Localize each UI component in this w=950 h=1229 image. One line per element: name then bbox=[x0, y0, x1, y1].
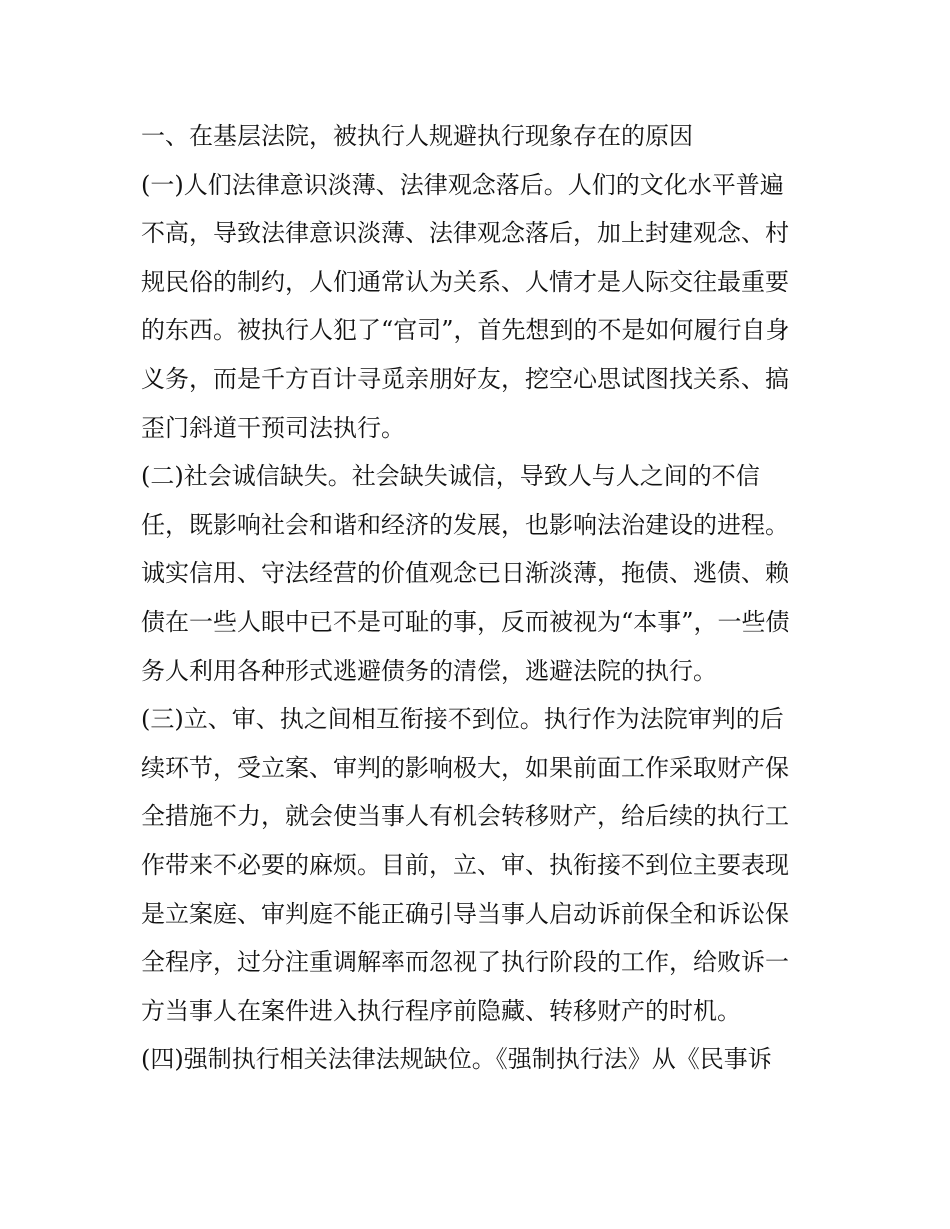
text-line: 任，既影响社会和谐和经济的发展，也影响法治建设的进程。 bbox=[141, 510, 789, 539]
text-line: 的东西。被执行人犯了“官司”，首先想到的不是如何履行自身 bbox=[141, 316, 790, 345]
text-line: 方当事人在案件进入执行程序前隐藏、转移财产的时机。 bbox=[141, 996, 741, 1025]
text-line: (三)立、审、执之间相互衔接不到位。执行作为法院审判的后 bbox=[141, 705, 784, 734]
text-line: 作带来不必要的麻烦。目前，立、审、执衔接不到位主要表现 bbox=[141, 850, 789, 879]
text-line: 歪门斜道干预司法执行。 bbox=[141, 413, 405, 442]
section-heading: 一、在基层法院，被执行人规避执行现象存在的原因 bbox=[141, 122, 693, 150]
text-line: (一)人们法律意识淡薄、法律观念落后。人们的文化水平普遍 bbox=[141, 170, 784, 199]
text-line: (二)社会诚信缺失。社会缺失诚信，导致人与人之间的不信 bbox=[141, 462, 760, 491]
text-line: 全措施不力，就会使当事人有机会转移财产，给后续的执行工 bbox=[141, 802, 789, 831]
text-line: 义务，而是千方百计寻觅亲朋好友，挖空心思试图找关系、搞 bbox=[141, 364, 789, 393]
text-line: 务人利用各种形式逃避债务的清偿，逃避法院的执行。 bbox=[141, 656, 717, 685]
text-line: 债在一些人眼中已不是可耻的事，反而被视为“本事”，一些债 bbox=[141, 607, 790, 636]
text-line: 诚实信用、守法经营的价值观念已日渐淡薄，拖债、逃债、赖 bbox=[141, 559, 789, 588]
document-body bbox=[141, 112, 821, 1084]
text-line: 是立案庭、审判庭不能正确引导当事人启动诉前保全和诉讼保 bbox=[141, 899, 789, 928]
text-line: 不高，导致法律意识淡薄、法律观念落后，加上封建观念、村 bbox=[141, 219, 789, 248]
text-line: (四)强制执行相关法律法规缺位。《强制执行法》从《民事诉 bbox=[141, 1045, 772, 1074]
text-line: 规民俗的制约，人们通常认为关系、人情才是人际交往最重要 bbox=[141, 267, 789, 296]
text-line: 全程序，过分注重调解率而忽视了执行阶段的工作，给败诉一 bbox=[141, 948, 789, 977]
text-line: 续环节，受立案、审判的影响极大，如果前面工作采取财产保 bbox=[141, 753, 789, 782]
